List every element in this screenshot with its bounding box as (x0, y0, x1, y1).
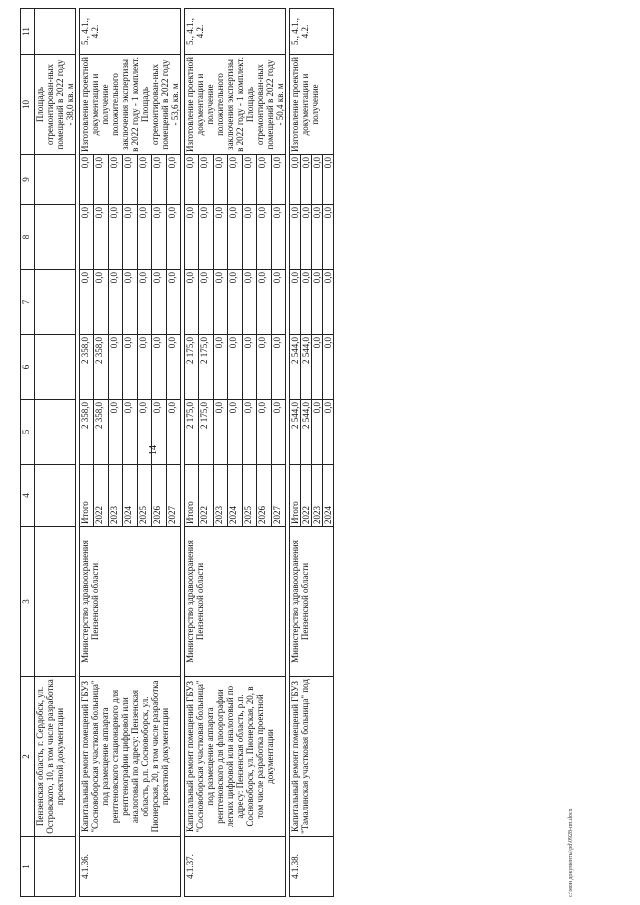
value-col7: 0,0 (257, 270, 271, 335)
year-cell: 2027 (271, 465, 285, 527)
value-col6: 0,0 (137, 335, 151, 400)
row-name: Капитальный ремонт помещений ГБУЗ "Тамалинская участковая больница" под (290, 677, 334, 837)
row-result: Изготовление проектной документации и получение положительного заключения экспертизы в 2022 году - 1 комплект. Площадь отремонтирован-ных помещений в 2022 году - 50,4 кв. м (185, 55, 286, 155)
value-col9: 0,0 (152, 155, 166, 205)
value-col9: 0,0 (166, 155, 180, 205)
continuation-result: Площадь отремонтирован-ных помещений в 2022 году - 38,0 кв. м (35, 55, 76, 155)
value-col5: 2 544,0 (290, 400, 301, 465)
header-cell-11: 11 (21, 9, 35, 55)
value-col6: 0,0 (242, 335, 256, 400)
value-col5: 0,0 (213, 400, 227, 465)
header-cell-1: 1 (21, 837, 35, 897)
row-number: 4.1.37. (185, 837, 286, 897)
header-cell-9: 9 (21, 155, 35, 205)
value-col9: 0,0 (185, 155, 199, 205)
row-executor: Министерство здравоохранения Пензенской области (290, 527, 334, 677)
year-cell: 2023 (312, 465, 323, 527)
table-row (185, 9, 199, 897)
value-col7: 0,0 (213, 270, 227, 335)
row-reference: 5., 4.1., 4.2. (185, 9, 286, 55)
year-cell: 2024 (323, 465, 334, 527)
page-number: 14 (148, 445, 159, 455)
year-cell: 2023 (213, 465, 227, 527)
value-col9: 0,0 (290, 155, 301, 205)
year-cell: 2023 (108, 465, 122, 527)
value-col7: 0,0 (137, 270, 151, 335)
year-cell: 2022 (301, 465, 312, 527)
value-col8: 0,0 (242, 205, 256, 270)
value-col8: 0,0 (199, 205, 213, 270)
table-body (21, 9, 334, 897)
value-col7: 0,0 (290, 270, 301, 335)
header-row (21, 9, 35, 897)
year-cell: 2026 (257, 465, 271, 527)
value-col5: 0,0 (166, 400, 180, 465)
value-col9: 0,0 (137, 155, 151, 205)
value-col7: 0,0 (271, 270, 285, 335)
value-col8: 0,0 (290, 205, 301, 270)
value-col5: 0,0 (228, 400, 242, 465)
value-col5: 2 175,0 (199, 400, 213, 465)
year-cell: 2027 (166, 465, 180, 527)
value-col6: 2 358,0 (94, 335, 108, 400)
value-col5: 0,0 (152, 400, 166, 465)
value-col7: 0,0 (228, 270, 242, 335)
value-col6: 0,0 (123, 335, 137, 400)
header-cell-8: 8 (21, 205, 35, 270)
value-col9: 0,0 (242, 155, 256, 205)
value-col9: 0,0 (301, 155, 312, 205)
row-name: Капитальный ремонт помещений ГБУЗ "Сосновоборская участковая больница" под размещение аппарата рентгеновского стационарного для рентгенографии цифровой или аналоговый по адресу: Пензенская область, р.п. Сосновоборск, ул. Пионерская, 20, в том числе разработка проектной документации (80, 677, 181, 837)
value-col5: 0,0 (271, 400, 285, 465)
value-col5: 2 544,0 (301, 400, 312, 465)
value-col9: 0,0 (108, 155, 122, 205)
value-col9: 0,0 (123, 155, 137, 205)
value-col8: 0,0 (137, 205, 151, 270)
value-col5: 0,0 (323, 400, 334, 465)
value-col7: 0,0 (301, 270, 312, 335)
value-col7: 0,0 (323, 270, 334, 335)
value-col9: 0,0 (257, 155, 271, 205)
value-col6: 2 358,0 (80, 335, 94, 400)
year-cell: 2025 (137, 465, 151, 527)
value-col5: 2 358,0 (80, 400, 94, 465)
value-col9: 0,0 (228, 155, 242, 205)
value-col7: 0,0 (123, 270, 137, 335)
value-col6: 0,0 (108, 335, 122, 400)
value-col7: 0,0 (166, 270, 180, 335)
value-col6: 0,0 (323, 335, 334, 400)
value-col8: 0,0 (185, 205, 199, 270)
value-col8: 0,0 (301, 205, 312, 270)
value-col7: 0,0 (152, 270, 166, 335)
value-col6: 0,0 (271, 335, 285, 400)
continuation-name: Пензенская область, г. Сердобск, ул. Островского, 10, в том числе разработка проектной документации (35, 677, 76, 837)
program-table (20, 8, 334, 897)
value-col5: 0,0 (123, 400, 137, 465)
header-cell-10: 10 (21, 55, 35, 155)
value-col8: 0,0 (312, 205, 323, 270)
row-executor: Министерство здравоохранения Пензенской области (185, 527, 286, 677)
value-col8: 0,0 (271, 205, 285, 270)
value-col6: 0,0 (257, 335, 271, 400)
value-col7: 0,0 (242, 270, 256, 335)
value-col6: 0,0 (213, 335, 227, 400)
table-row (290, 9, 301, 897)
table-row (80, 9, 94, 897)
value-col8: 0,0 (152, 205, 166, 270)
value-col6: 0,0 (166, 335, 180, 400)
value-col8: 0,0 (80, 205, 94, 270)
year-cell: Итого (290, 465, 301, 527)
value-col9: 0,0 (80, 155, 94, 205)
value-col8: 0,0 (257, 205, 271, 270)
header-cell-4: 4 (21, 465, 35, 527)
value-col5: 0,0 (137, 400, 151, 465)
year-cell: 2025 (242, 465, 256, 527)
value-col5: 0,0 (242, 400, 256, 465)
row-result: Изготовление проектной документации и получение положительного заключения экспертизы в 2022 году - 1 комплект. Площадь отремонтирован-ных помещений в 2022 году - 53,6 кв. м (80, 55, 181, 155)
value-col7: 0,0 (94, 270, 108, 335)
value-col6: 2 175,0 (185, 335, 199, 400)
header-cell-2: 2 (21, 677, 35, 837)
value-col5: 2 358,0 (94, 400, 108, 465)
value-col6: 2 175,0 (199, 335, 213, 400)
value-col8: 0,0 (123, 205, 137, 270)
header-cell-7: 7 (21, 270, 35, 335)
value-col9: 0,0 (213, 155, 227, 205)
row-number: 4.1.38. (290, 837, 334, 897)
value-col7: 0,0 (185, 270, 199, 335)
year-cell: 2024 (228, 465, 242, 527)
value-col9: 0,0 (312, 155, 323, 205)
value-col6: 0,0 (312, 335, 323, 400)
year-cell: 2022 (94, 465, 108, 527)
row-number: 4.1.36. (80, 837, 181, 897)
value-col7: 0,0 (108, 270, 122, 335)
value-col7: 0,0 (312, 270, 323, 335)
header-cell-3: 3 (21, 527, 35, 677)
row-reference: 5., 4.1., 4.2. (80, 9, 181, 55)
year-cell: 2022 (199, 465, 213, 527)
row-name: Капитальный ремонт помещений ГБУЗ "Сосновоборская участковая больница" под размещение аппарата рентгеновского для флюорографии легких цифровой или аналоговый по адресу: Пензенская область, р.п. Сосновоборск, ул. Пионерская, 20, в том числе разработка проектной документации (185, 677, 286, 837)
value-col5: 0,0 (108, 400, 122, 465)
value-col9: 0,0 (94, 155, 108, 205)
value-col5: 0,0 (312, 400, 323, 465)
row-reference: 5., 4.1., 4.2. (290, 9, 334, 55)
value-col9: 0,0 (271, 155, 285, 205)
value-col9: 0,0 (323, 155, 334, 205)
value-col5: 0,0 (257, 400, 271, 465)
value-col9: 0,0 (199, 155, 213, 205)
header-cell-5: 5 (21, 400, 35, 465)
row-executor: Министерство здравоохранения Пензенской области (80, 527, 181, 677)
value-col8: 0,0 (228, 205, 242, 270)
value-col6: 0,0 (228, 335, 242, 400)
value-col7: 0,0 (199, 270, 213, 335)
value-col8: 0,0 (94, 205, 108, 270)
row-result: Изготовление проектной документации и получение (290, 55, 334, 155)
value-col8: 0,0 (213, 205, 227, 270)
year-cell: Итого (185, 465, 199, 527)
value-col8: 0,0 (108, 205, 122, 270)
header-cell-6: 6 (21, 335, 35, 400)
year-cell: Итого (80, 465, 94, 527)
value-col6: 2 544,0 (290, 335, 301, 400)
year-cell: 2024 (123, 465, 137, 527)
value-col5: 2 175,0 (185, 400, 199, 465)
value-col7: 0,0 (80, 270, 94, 335)
value-col6: 2 544,0 (301, 335, 312, 400)
value-col8: 0,0 (166, 205, 180, 270)
value-col6: 0,0 (152, 335, 166, 400)
footer-path: c:\мои документы\pd\0928-пп.docx (568, 808, 574, 897)
continuation-row (35, 9, 76, 897)
year-cell: 2026 (152, 465, 166, 527)
value-col8: 0,0 (323, 205, 334, 270)
